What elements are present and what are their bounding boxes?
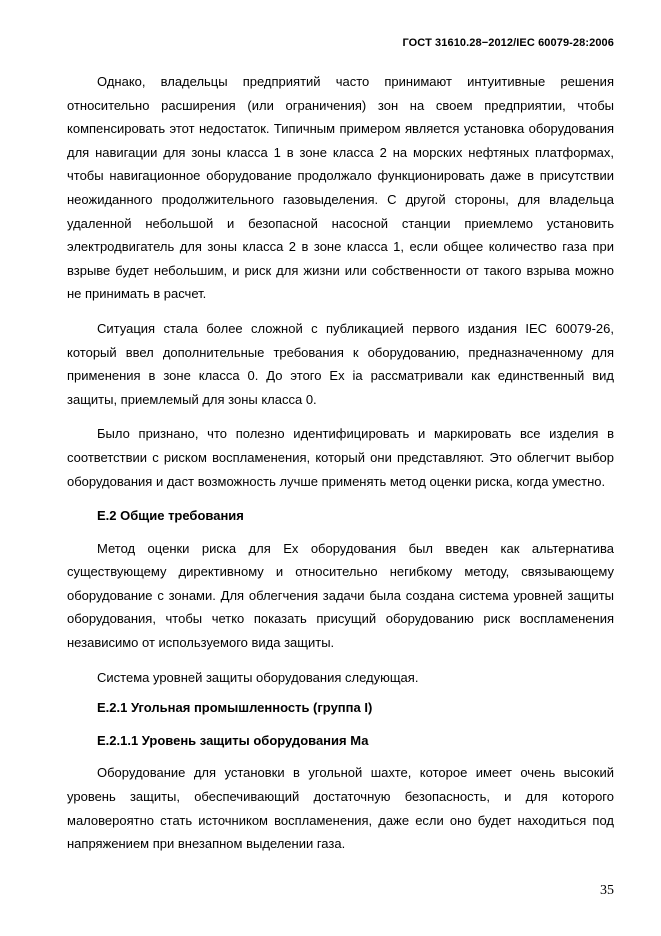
paragraph-iec-60079-26: Ситуация стала более сложной с публикацией первого издания IEC 60079-26, который ввел дополнительные требования к оборудованию, предназначенному для применения в зоне класса 0. До этого Ex ia рассматривали как единственный вид защиты, приемлемый для зоны класса 0. — [67, 320, 614, 407]
section-heading-e211: Е.2.1.1 Уровень защиты оборудования Ма — [97, 732, 369, 748]
section-heading-e21: Е.2.1 Угольная промышленность (группа I) — [97, 700, 373, 716]
paragraph-zone-decisions: Однако, владельцы предприятий часто принимают интуитивные решения относительно расширения (или ограничения) зон на своем предприятии, чтобы компенсировать этот недостаток. Типичным примером является установка оборудования для навигации для зоны класса 1 в зоне класса 2 на морских нефтяных платформах, чтобы навигационное оборудование продолжало функционировать даже в присутствии неожиданного продолжительного газовыделения. С другой стороны, для владельца удаленной небольшой и безопасной насосной станции приемлемо установить электродвигатель для зоны класса 2 в зоне класса 1, если общее количество газа при взрыве будет небольшим, и риск для жизни или собственности от такого взрыва можно не принимать в расчет. — [67, 74, 614, 302]
section-heading-e2: Е.2 Общие требования — [97, 508, 244, 524]
document-header: ГОСТ 31610.28−2012/IEC 60079-28:2006 — [402, 37, 614, 49]
document-body — [67, 70, 614, 867]
paragraph-ma-level: Оборудование для установки в угольной шахте, которое имеет очень высокий уровень защиты, обеспечивающий достаточную безопасность, и для которого маловероятно стать источником воспламенения, даже если оно будет находиться под напряжением при внезапном выделении газа. — [67, 765, 614, 852]
page-number: 35 — [600, 883, 614, 898]
paragraph-marking: Было признано, что полезно идентифицировать и маркировать все изделия в соответствии с риском воспламенения, который они представляют. Это облегчит выбор оборудования и даст возможность лучше применять метод оценки риска, когда уместно. — [67, 426, 614, 489]
paragraph-risk-method: Метод оценки риска для Ex оборудования был введен как альтернатива существующему директивному и относительно негибкому методу, связывающему оборудование с зонами. Для облегчения задачи была создана система уровней защиты оборудования, чтобы четко показать присущий оборудованию риск воспламенения независимо от используемого вида защиты. — [67, 540, 614, 651]
paragraph-epl-system: Система уровней защиты оборудования следующая. — [97, 669, 419, 685]
